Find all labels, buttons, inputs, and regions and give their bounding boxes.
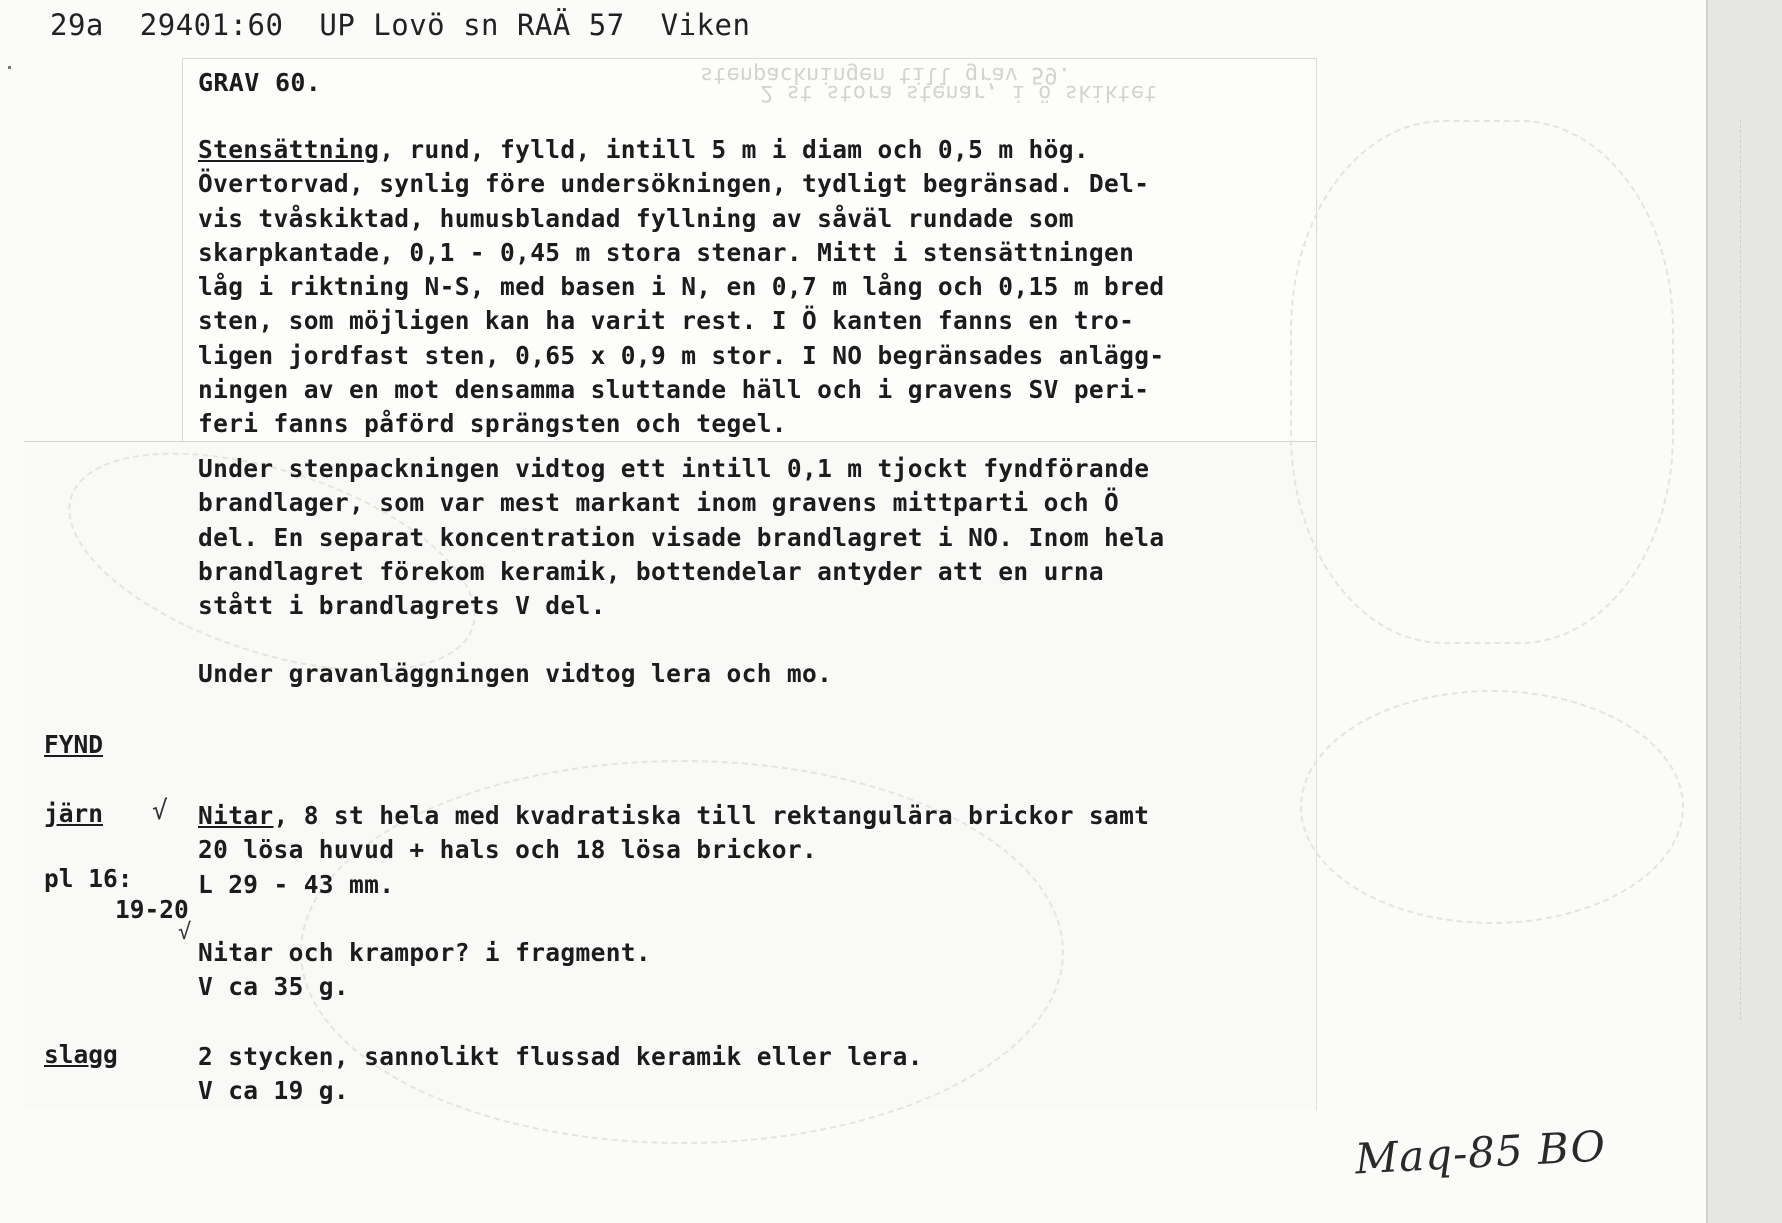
burn-layer-paragraph: [198, 452, 1164, 623]
finds-heading: FYND: [44, 730, 104, 759]
para-line: brandlager, som var mest markant inom gravens mittparti och Ö: [198, 488, 1120, 518]
para-line: brandlagret förekom keramik, bottendelar antyder att en urna: [198, 556, 1105, 586]
slag-label: slagg: [44, 1040, 118, 1069]
desc-line: ningen av en mot densamma sluttande häll och i gravens SV peri-: [198, 375, 1150, 405]
find-line: 2 stycken, sannolikt flussad keramik eller lera.: [198, 1042, 923, 1071]
ink-dot: [8, 66, 11, 69]
find-line: , 8 st hela med kvadratiska till rektangulära brickor samt: [273, 801, 1150, 830]
desc-line: ligen jordfast sten, 0,65 x 0,9 m stor. I NO begränsades anlägg-: [198, 340, 1165, 370]
find-line: Nitar och krampor? i fragment.: [198, 938, 652, 967]
desc-line: feri fanns påförd sprängsten och tegel.: [198, 409, 787, 439]
desc-line: sten, som möjligen kan ha varit rest. I Ö kanten fanns en tro-: [198, 306, 1135, 336]
find-word: Nitar: [198, 801, 274, 830]
find-line: V ca 19 g.: [198, 1076, 350, 1106]
find-line: 20 lösa huvud + hals och 18 lösa brickor.: [198, 835, 818, 865]
desc-line: låg i riktning N-S, med basen i N, en 0,7 m lång och 0,15 m bred: [198, 272, 1165, 302]
para-line: del. En separat koncentration visade brandlagret i NO. Inom hela: [198, 522, 1165, 552]
find-line: V ca 35 g.: [198, 972, 350, 1002]
plate-label: pl 16:: [44, 864, 133, 893]
scanner-edge-line: [1740, 120, 1761, 1020]
para-line: Under stenpackningen vidtog ett intill 0,1 m tjockt fyndförande: [198, 454, 1150, 483]
plate-numbers: 19-20: [115, 895, 189, 924]
iron-find-rivets: [198, 799, 1149, 902]
desc-line: skarpkantade, 0,1 - 0,45 m stora stenar. Mitt i stensättningen: [198, 237, 1135, 267]
heading-word: Stensättning: [198, 135, 380, 164]
slag-find: [198, 1040, 923, 1109]
checkmark-icon: √: [178, 920, 192, 945]
card-header: 29a 29401:60 UP Lovö sn RAÄ 57 Viken: [50, 8, 751, 42]
grave-description: [198, 133, 1164, 442]
checkmark-icon: √: [152, 796, 168, 826]
desc-line: , rund, fylld, intill 5 m i diam och 0,5 m hög.: [379, 135, 1089, 164]
grave-title: GRAV 60.: [198, 68, 322, 97]
bleed-through-text: stenpackningen till grav 59.: [700, 62, 1071, 87]
bleed-through-drawing: [1290, 120, 1674, 644]
iron-label: järn: [44, 799, 104, 828]
find-line: L 29 - 43 mm.: [198, 869, 395, 899]
para-line: stått i brandlagrets V del.: [198, 591, 606, 621]
desc-line: Övertorvad, synlig före undersökningen, tydligt begränsad. Del-: [198, 169, 1150, 199]
bleed-through-drawing: [1300, 690, 1684, 924]
iron-find-fragments: [198, 936, 651, 1005]
subsoil-paragraph: Under gravanläggningen vidtog lera och mo.: [198, 659, 833, 688]
bleed-through-text: 2 st stora stenar, i ö skiktet: [760, 80, 1158, 105]
desc-line: vis tvåskiktad, humusblandad fyllning av såväl rundade som: [198, 203, 1074, 233]
handwritten-note: Maq-85 BO: [1353, 1121, 1608, 1184]
